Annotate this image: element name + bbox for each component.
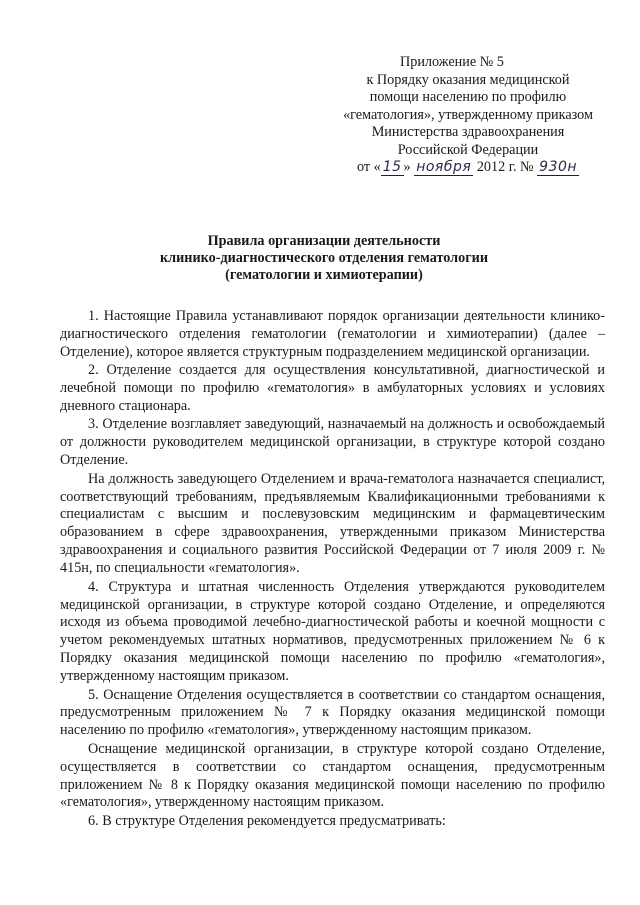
paragraph-4: 4. Структура и штатная численность Отделения утверждаются руководителем медицинской организации, в структуре которой создано Отделение, и определяются исходя из объема проводимой лечебно-диагностической работы и коечной мощности с учетом рекомендуемых штатных нормативов, предусмотренных приложением № 6 к Порядку оказания медицинской помощи населению по профилю «гематология», утвержденному настоящим приказом. bbox=[60, 578, 605, 685]
document-title bbox=[150, 233, 498, 284]
appendix-date-line bbox=[318, 159, 618, 177]
paragraph-2: 2. Отделение создается для осуществления консультативной, диагностической и лечебной помощи по профилю «гематология» в амбулаторных условиях и условиях дневного стационара. bbox=[60, 362, 605, 415]
appendix-line-1: к Порядку оказания медицинской bbox=[366, 71, 570, 88]
paragraph-3-qualification: На должность заведующего Отделением и врача-гематолога назначается специалист, соответствующий требованиям, предъявляемым Квалификационными требованиями к специалистам с высшим и послевузовским медицинским и фармацевтическим образованием в сфере здравоохранения, утвержденными приказом Министерства здравоохранения и социального развития Российской Федерации от 7 июля 2009 г. № 415н, по специальности «гематология». bbox=[60, 470, 605, 577]
date-year: 2012 г. № bbox=[473, 159, 538, 175]
order-number-handwritten: 930н bbox=[539, 159, 578, 175]
date-month-handwritten: ноября bbox=[416, 159, 472, 175]
appendix-line-5: Российской Федерации bbox=[397, 141, 539, 158]
paragraph-1: 1. Настоящие Правила устанавливают порядок организации деятельности клинико-диагностического отделения гематологии (гематологии и химиотерапии) (далее – Отделение), которое является структурным подразделением медицинской организации. bbox=[60, 308, 605, 360]
appendix-line-4: Министерства здравоохранения bbox=[371, 124, 565, 140]
title-line-3: (гематологии и химиотерапии) bbox=[225, 267, 423, 283]
date-day-handwritten: 15 bbox=[382, 159, 402, 175]
title-line-2: клинико-диагностического отделения гематологии bbox=[159, 250, 488, 266]
document-body bbox=[60, 308, 605, 831]
paragraph-5-equipment: Оснащение медицинской организации, в структуре которой создано Отделение, осуществляется в соответствии со стандартом оснащения, предусмотренным приложением № 8 к Порядку оказания медицинской помощи населению по профилю «гематология», утвержденному настоящим приказом. bbox=[60, 740, 605, 811]
paragraph-5: 5. Оснащение Отделения осуществляется в соответствии со стандартом оснащения, предусмотренным приложением № 7 к Порядку оказания медицинской помощи населению по профилю «гематология», утвержденному настоящим приказом. bbox=[60, 686, 605, 739]
paragraph-6: 6. В структуре Отделения рекомендуется предусматривать: bbox=[88, 812, 446, 829]
title-line-1: Правила организации деятельности bbox=[207, 233, 441, 249]
date-prefix: от « bbox=[356, 159, 381, 175]
appendix-line-2: помощи населению по профилю bbox=[369, 89, 567, 105]
paragraph-3: 3. Отделение возглавляет заведующий, назначаемый на должность и освобождаемый от должности руководителем медицинской организации, в структуре которой создано Отделение. bbox=[60, 416, 605, 469]
appendix-title: Приложение № 5 bbox=[400, 54, 504, 70]
date-separator: » bbox=[403, 159, 415, 175]
appendix-line-3: «гематология», утвержденному приказом bbox=[343, 106, 593, 123]
appendix-header bbox=[318, 54, 618, 177]
